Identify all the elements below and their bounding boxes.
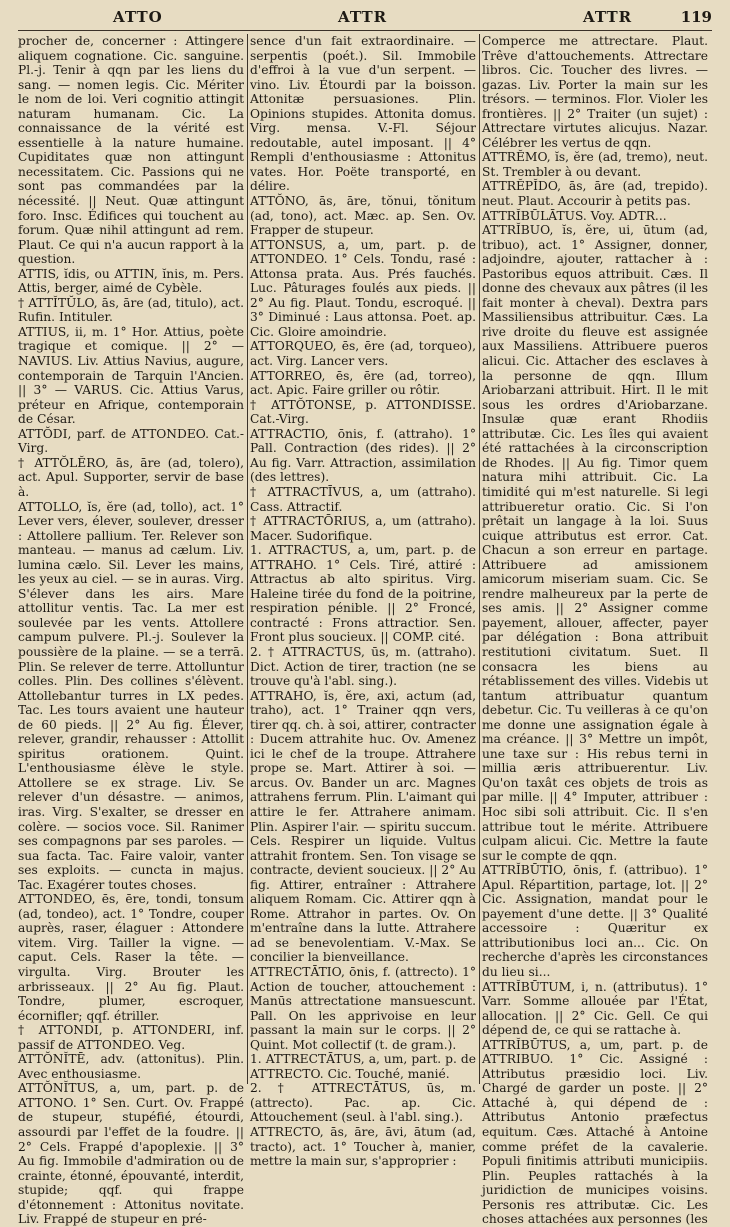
dictionary-entry: ATTIS, ĭdis, ou ATTIN, ĭnis, m. Pers. Attis, berger, aimé de Cybèle. [18, 266, 244, 296]
dictionary-entry: ATTŎNĬTUS, a, um, part. p. de ATTONO. 1° Sen. Curt. Ov. Frappé de stupeur, stupéfié, étourdi, assourdi par l'effet de la foudre. || 2° Cels. Frappé d'apoplexie. || 3° Au fig. Immobile d'admiration ou de crainte, étonné, épouvanté, interdit, stupide; qqf. qui frappe d'étonnement : Attonitus novitate. Liv. Frappé de stupeur en pré- [18, 1081, 244, 1227]
dictionary-entry: ATTRACTIO, ōnis, f. (attraho). 1° Pall. Contraction (des rides). || 2° Au fig. Varr. Attraction, assimilation (des lettres). [250, 426, 476, 485]
running-header [18, 8, 712, 30]
dictionary-entry: ATTRĔMO, ĭs, ĕre (ad, tremo), neut. St. Trembler à ou devant. [482, 150, 708, 179]
header-middle-guideword: ATTR [338, 8, 388, 26]
dictionary-entry: ATTRĬBŪTUS, a, um, part. p. de ATTRIBUO. 1° Cic. Assigné : Attributus præsidio loci. Liv. Chargé de garder un poste. || 2° Attaché à, qui dépend de : Attributus Antonio præfectus equitum. Cæs. Attaché à Antoine comme préfet de la cavalerie. Populi finitimis attributi municipiis. Plin. Peuples rattachés à la juridiction de municipes voisins. Personis res attributæ. Cic. Les choses attachées aux personnes (les [482, 1037, 708, 1227]
dictionary-entry: 2. † ATTRECTĀTUS, ūs, m. (attrecto). Pac. ap. Cic. Attouchement (seul. à l'abl. sing.). [250, 1081, 476, 1125]
dictionary-entry: procher de, concerner : Attingere aliquem cognatione. Cic. sanguine. Pl.-j. Tenir à qqn par les liens du sang. — nomen legis. Cic. Mériter le nom de loi. Veri cognitio attingit naturam humanam. Cic. La connaissance de la vérité est essentielle à la nature humaine. Cupiditates quæ non attingunt necessitatem. Cic. Passions qui ne sont pas commandées par la nécessité. || Neut. Quæ attingunt foro. Insc. Édifices qui touchent au forum. Quæ nihil attingunt ad rem. Plaut. Ce qui n'a aucun rapport à la question. [18, 34, 244, 267]
text-columns [18, 34, 712, 1227]
dictionary-entry: ATTOLLO, ĭs, ĕre (ad, tollo), act. 1° Lever vers, élever, soulever, dresser : Attollere pallium. Ter. Relever son manteau. — manus ad cælum. Liv. lumina cælo. Sil. Lever les mains, les yeux au ciel. — se in auras. Virg. S'élever dans les airs. Mare attollitur ventis. Tac. La mer est soulevée par les vents. Attollere campum pulvere. Pl.-j. Soulever la poussière de la plaine. — se a terrā. Plin. Se relever de terre. Attolluntur colles. Plin. Des collines s'élèvent. Attollebantur turres in LX pedes. Tac. Les tours avaient une hauteur de 60 pieds. || 2° Au fig. Élever, relever, grandir, rehausser : Attollit spiritus orationem. Quint. L'enthousiasme élève le style. Attollere se ex strage. Liv. Se relever d'un désastre. — animos, iras. Virg. S'exalter, se dresser en colère. — socios voce. Sil. Ranimer ses compagnons par ses paroles. — sua facta. Tac. Faire valoir, vanter ses exploits. — cuncta in majus. Tac. Exagérer toutes choses. [18, 499, 244, 892]
column-left [18, 34, 244, 1227]
dictionary-entry: ATTONDEO, ēs, ēre, tondi, tonsum (ad, tondeo), act. 1° Tondre, couper auprès, raser, élaguer : Attondere vitem. Virg. Tailler la vigne. — caput. Cels. Raser la tête. — virgulta. Virg. Brouter les arbrisseaux. || 2° Au fig. Plaut. Tondre, plumer, escroquer, écornifler; qqf. étriller. [18, 892, 244, 1023]
dictionary-entry: † ATTŎTONSE, p. ATTONDISSE. Cat.-Virg. [250, 397, 476, 427]
dictionary-entry: 1. ATTRACTUS, a, um, part. p. de ATTRAHO. 1° Cels. Tiré, attiré : Attractus ab alto spiritus. Virg. Haleine tirée du fond de la poitrine, respiration pénible. || 2° Froncé, contracté : Frons attractior. Sen. Front plus soucieux. || COMP. cité. [250, 543, 476, 645]
dictionary-entry: ATTIUS, ii, m. 1° Hor. Attius, poète tragique et comique. || 2° — NAVIUS. Liv. Attius Navius, augure, contemporain de Tarquin l'Ancien. || 3° — VARUS. Cic. Attius Varus, préteur en Afrique, contemporain de César. [18, 324, 244, 427]
dictionary-entry: † ATTONDI, p. ATTONDERI, inf. passif de ATTONDEO. Veg. [18, 1023, 244, 1052]
dictionary-entry: 2. † ATTRACTUS, ūs, m. (attraho). Dict. Action de tirer, traction (ne se trouve qu'à l'abl. sing.). [250, 644, 476, 689]
dictionary-entry: ATTRĬBUO, ĭs, ĕre, ui, ūtum (ad, tribuo), act. 1° Assigner, donner, adjoindre, ajouter, rattacher à : Pastoribus equos attribuit. Cæs. Il donne des chevaux aux pâtres (il les fait monter à cheval). Dextra pars Massiliensibus attribuitur. Cæs. La rive droite du fleuve est assignée aux Massiliens. Attribuere pueros alicui. Cic. Attacher des esclaves à la personne de qqn. Illum Ariobarzani attribuit. Hirt. Il le mit sous les ordres d'Ariobarzane. Insulæ quæ erant Rhodiis attributæ. Cic. Les îles qui avaient été rattachées à la circonscription de Rhodes. || Au fig. Timor quem natura mihi attribuit. Cic. La timidité qui m'est naturelle. Si legi attribueretur oratio. Cic. Si l'on prêtait un langage à la loi. Suus cuique attributus est error. Cat. Chacun a son erreur en partage. Attribuere ad amissionem amicorum miseriam suam. Cic. Se rendre malheureux par la perte de ses amis. || 2° Assigner comme payement, allouer, affecter, payer par délégation : Bona attribuit restitutioni civitatum. Suet. Il consacra les biens au rétablissement des villes. Videbis ut tantum attribuatur quantum debetur. Cic. Tu veilleras à ce qu'on me donne une assignation égale à ma créance. || 3° Mettre un impôt, une taxe sur : His rebus terni in millia æris attribuerentur. Liv. Qu'on taxât ces objets de trois as par mille. || 4° Imputer, attribuer : Hoc sibi soli attribuit. Cic. Il s'en attribue tout le mérite. Attribuere culpam alicui. Cic. Mettre la faute sur le compte de qqn. [482, 223, 708, 863]
dictionary-entry: ATTORREO, ēs, ēre (ad, torreo), act. Apic. Faire griller ou rôtir. [250, 368, 476, 398]
page-number: 119 [680, 8, 712, 26]
dictionary-entry: ATTRECTĀTIO, ōnis, f. (attrecto). 1° Action de toucher, attouchement : Manūs attrectatione mansuescunt. Pall. On les apprivoise en leur passant la main sur le corps. || 2° Quint. Mot collectif (t. de gram.). [250, 965, 476, 1052]
dictionary-entry: † ATTŎLĔRO, ās, āre (ad, tolero), act. Apul. Supporter, servir de base à. [18, 455, 244, 499]
dictionary-entry: ATTRECTO, ās, āre, āvi, ātum (ad, tracto), act. 1° Toucher à, manier, mettre la main sur, s'approprier : [250, 1125, 476, 1169]
dictionary-entry: † ATTRACTĪVUS, a, um (attraho). Cass. Attractif. [250, 484, 476, 514]
dictionary-entry: † ATTRACTŌRIUS, a, um (attraho). Macer. Sudorifique. [250, 514, 476, 543]
column-right [482, 34, 708, 1227]
header-rule [18, 30, 712, 31]
header-left-guideword: ATTO [113, 8, 163, 26]
dictionary-entry: sence d'un fait extraordinaire. — serpentis (poét.). Sil. Immobile d'effroi à la vue d'un serpent. — vino. Liv. Étourdi par la boisson. Attonitæ persuasiones. Plin. Opinions stupides. Attonita domus. Virg. mensa. V.-Fl. Séjour redoutable, autel imposant. || 4° Rempli d'enthousiasme : Attonitus vates. Hor. Poëte transporté, en délire. [250, 34, 476, 194]
dictionary-entry: ATTRĬBŪTIO, ōnis, f. (attribuo). 1° Apul. Répartition, partage, lot. || 2° Cic. Assignation, mandat pour le payement d'une dette. || 3° Qualité accessoire : Quæritur ex attributionibus loci an... Cic. On recherche d'après les circonstances du lieu si... [482, 863, 708, 979]
dictionary-entry: ATTŎNĬTĒ, adv. (attonitus). Plin. Avec enthousiasme. [18, 1052, 244, 1081]
dictionary-entry: ATTRAHO, ĭs, ĕre, axi, actum (ad, traho), act. 1° Trainer qqn vers, tirer qq. ch. à soi, attirer, contracter : Ducem attrahite huc. Ov. Amenez ici le chef de la troupe. Attrahere prope se. Mart. Attirer à soi. — arcus. Ov. Bander un arc. Magnes attrahens ferrum. Plin. L'aimant qui attire le fer. Attrahere animam. Plin. Aspirer l'air. — spiritu succum. Cels. Respirer un liquide. Vultus attrahit frontem. Sen. Ton visage se contracte, devient soucieux. || 2° Au fig. Attirer, entraîner : Attrahere aliquem Romam. Cic. Attirer qqn à Rome. Attrahor in partes. Ov. On m'entraîne dans la lutte. Attrahere ad se benevolentiam. V.-Max. Se concilier la bienveillance. [250, 688, 476, 965]
column-middle [250, 34, 476, 1169]
dictionary-entry: ATTRĬBŪLĀTUS. Voy. ADTR... [482, 208, 667, 223]
dictionary-entry: † ATTĬTŬLO, ās, āre (ad, titulo), act. Rufin. Intituler. [18, 295, 244, 325]
dictionary-entry: 1. ATTRECTĀTUS, a, um, part. p. de ATTRECTO. Cic. Touché, manié. [250, 1052, 476, 1081]
dictionary-entry: ATTRĬBŪTUM, i, n. (attributus). 1° Varr. Somme allouée par l'État, allocation. || 2° Cic. Gell. Ce qui dépend de, ce qui se rattache à. [482, 979, 708, 1038]
dictionary-entry: ATTONSUS, a, um, part. p. de ATTONDEO. 1° Cels. Tondu, rasé : Attonsa prata. Aus. Prés fauchés. Luc. Pâturages foulés aux pieds. || 2° Au fig. Plaut. Tondu, escroqué. || 3° Diminué : Laus attonsa. Poet. ap. Cic. Gloire amoindrie. [250, 237, 476, 339]
dictionary-entry: ATTRĔPĬDO, ās, āre (ad, trepido). neut. Plaut. Accourir à petits pas. [482, 179, 708, 209]
dictionary-entry: ATTORQUEO, ēs, ēre (ad, torqueo), act. Virg. Lancer vers. [250, 339, 476, 369]
dictionary-entry: Comperce me attrectare. Plaut. Trêve d'attouchements. Attrectare libros. Cic. Toucher des livres. — gazas. Liv. Porter la main sur les trésors. — terminos. Flor. Violer les frontières. || 2° Traiter (un sujet) : Attrectare virtutes alicujus. Nazar. Célébrer les vertus de qqn. [482, 34, 708, 150]
header-right-guideword: ATTR [583, 8, 633, 26]
dictionary-entry: ATTŎDI, parf. de ATTONDEO. Cat.-Virg. [18, 426, 244, 456]
dictionary-entry: ATTŎNO, ās, āre, tŏnui, tŏnitum (ad, tono), act. Mæc. ap. Sen. Ov. Frapper de stupeur. [250, 194, 476, 238]
